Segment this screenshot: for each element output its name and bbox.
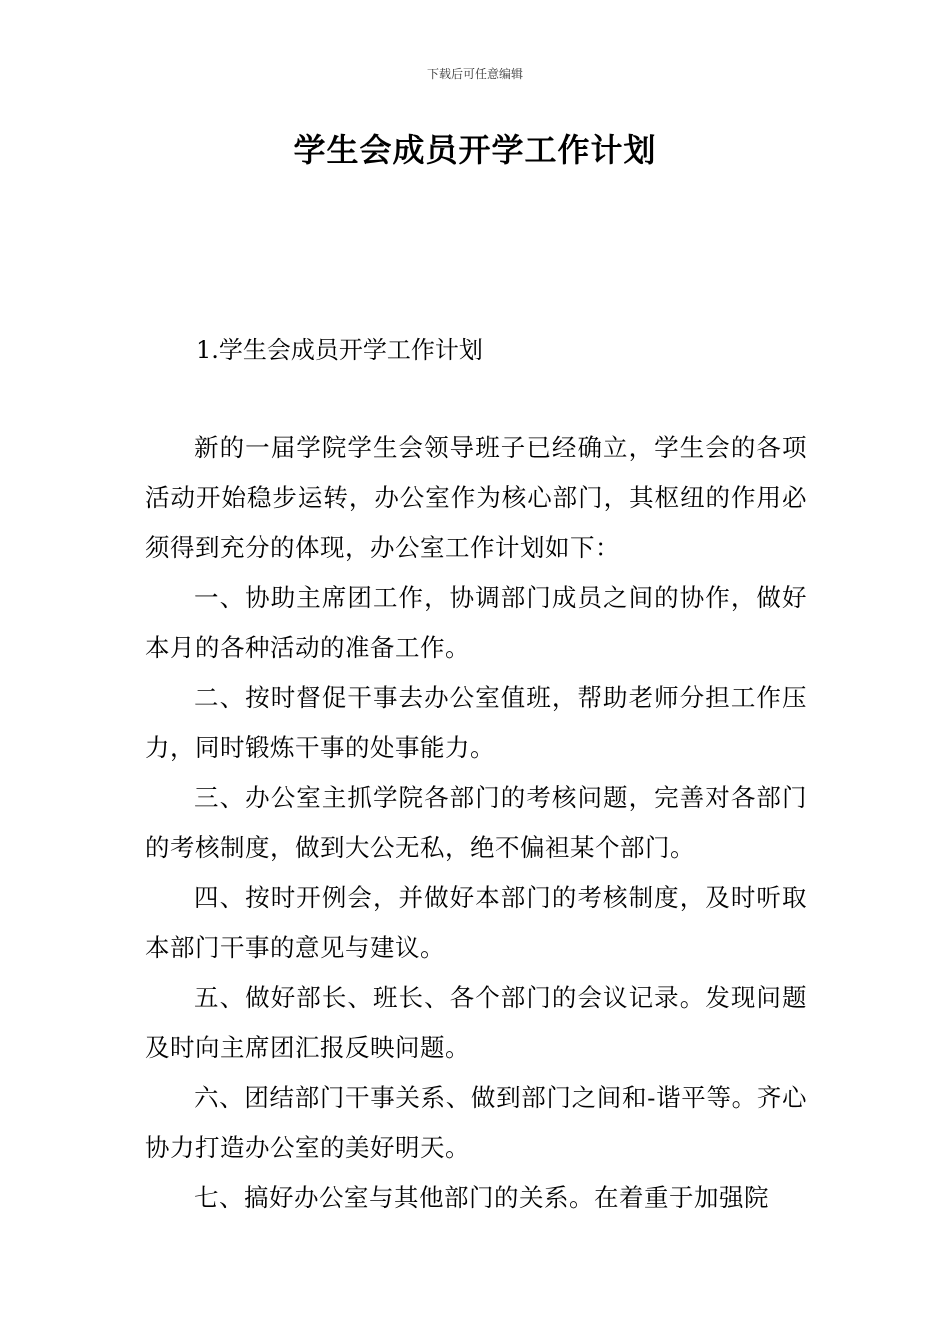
section-heading: 1.学生会成员开学工作计划 <box>196 336 483 364</box>
paragraph-item-4: 四、按时开例会，并做好本部门的考核制度，及时听取本部门干事的意见与建议。 <box>145 883 807 962</box>
paragraph-item-7: 七、搞好办公室与其他部门的关系。在着重于加强院 <box>194 1183 769 1212</box>
body-text <box>145 423 807 1223</box>
header-note: 下载后可任意编辑 <box>426 67 523 81</box>
paragraph-item-1: 一、协助主席团工作，协调部门成员之间的协作，做好本月的各种活动的准备工作。 <box>145 583 807 662</box>
paragraph-intro: 新的一届学院学生会领导班子已经确立，学生会的各项活动开始稳步运转，办公室作为核心部门，其枢纽的作用必须得到充分的体现，办公室工作计划如下： <box>145 433 807 562</box>
paragraph-item-3: 三、办公室主抓学院各部门的考核问题，完善对各部门的考核制度，做到大公无私，绝不偏袒某个部门。 <box>145 783 807 862</box>
paragraph-item-6: 六、团结部门干事关系、做到部门之间和-谐平等。齐心协力打造办公室的美好明天。 <box>145 1083 807 1162</box>
document-title: 学生会成员开学工作计划 <box>293 131 657 169</box>
paragraph-item-5: 五、做好部长、班长、各个部门的会议记录。发现问题及时向主席团汇报反映问题。 <box>145 983 807 1062</box>
paragraph-item-2: 二、按时督促干事去办公室值班，帮助老师分担工作压力，同时锻炼干事的处事能力。 <box>145 683 807 762</box>
